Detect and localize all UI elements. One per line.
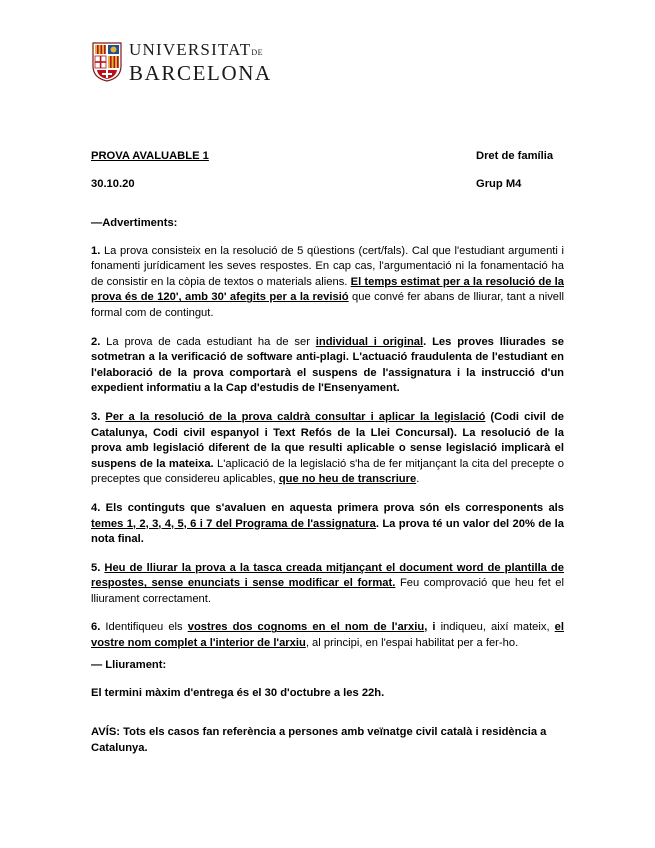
university-shield-icon — [92, 42, 122, 82]
exam-date: 30.10.20 — [91, 178, 135, 190]
warning-item-1: 1. La prova consisteix en la resolució de 5 qüestions (cert/fals). Cal que l'estudiant argumenti i fonamenti jurídicament les seves respostes. En cap cas, l'argumentació ni la fonamentació ha de consistir en la còpia de textos o materials aliens. El temps estimat per a la resolució de la prova és de 120', amb 30' afegits per a la revisió que convé fer abans de lliurar, tant a nivell formal com de contingut. — [91, 244, 564, 319]
warning-item-2: 2. La prova de cada estudiant ha de ser individual i original. Les proves lliurades se sotmetran a la verificació de software anti-plagi. L'actuació fraudulenta de l'estudiant en l'elaboració de la prova comportarà el suspens de l'assignatura i la instrucció d'un expedient informatiu a la Cap d'estudis de l'Ensenyament. — [91, 335, 564, 395]
notice-section — [91, 725, 564, 756]
logo-text-line1: UNIVERSITATDE — [129, 40, 264, 59]
warning-item-5: 5. Heu de lliurar la prova a la tasca creada mitjançant el document word de plantilla de respostes, sense enunciats i sense modificar el format. Feu comprovació que heu fet el lliurament correctament. — [91, 561, 564, 605]
delivery-deadline: El termini màxim d'entrega és el 30 d'octubre a les 22h. — [91, 686, 385, 699]
notice-text: AVÍS: Tots els casos fan referència a persones amb veïnatge civil català i residència a Catalunya. — [91, 726, 547, 754]
warnings-section — [91, 216, 564, 652]
exam-title: PROVA AVALUABLE 1 — [91, 150, 209, 162]
university-logo — [92, 40, 272, 84]
warning-item-6: 6. Identifiqueu els vostres dos cognoms en el nom de l'arxiu, i indiqueu, així mateix, el vostre nom complet a l'interior de l'arxiu, al principi, en l'espai habilitat per a fer-ho. — [91, 621, 565, 650]
logo-text-line2: BARCELONA — [129, 61, 272, 85]
warning-item-4: 4. Els continguts que s'avaluen en aquesta primera prova són els corresponents als temes 1, 2, 3, 4, 5, 6 i 7 del Programa de l'assignatura. La prova té un valor del 20% de la nota final. — [91, 501, 565, 546]
warning-item-3: 3. Per a la resolució de la prova caldrà consultar i aplicar la legislació (Codi civil de Catalunya, Codi civil espanyol i Text Refós de la Llei Concursal). La resolució de la prova amb legislació diferent de la que resulti aplicable o sense legislació implicarà el suspens de la mateixa. L'aplicació de la legislació s'ha de fer mitjançant la cita del precepte o preceptes que considereu aplicables, que no heu de transcriure. — [91, 410, 564, 486]
delivery-section — [91, 658, 564, 701]
warnings-title: —Advertiments: — [91, 217, 178, 229]
subject-name: Dret de família — [476, 150, 554, 162]
delivery-title: — Lliurament: — [91, 659, 167, 671]
group-label: Grup M4 — [476, 178, 522, 190]
